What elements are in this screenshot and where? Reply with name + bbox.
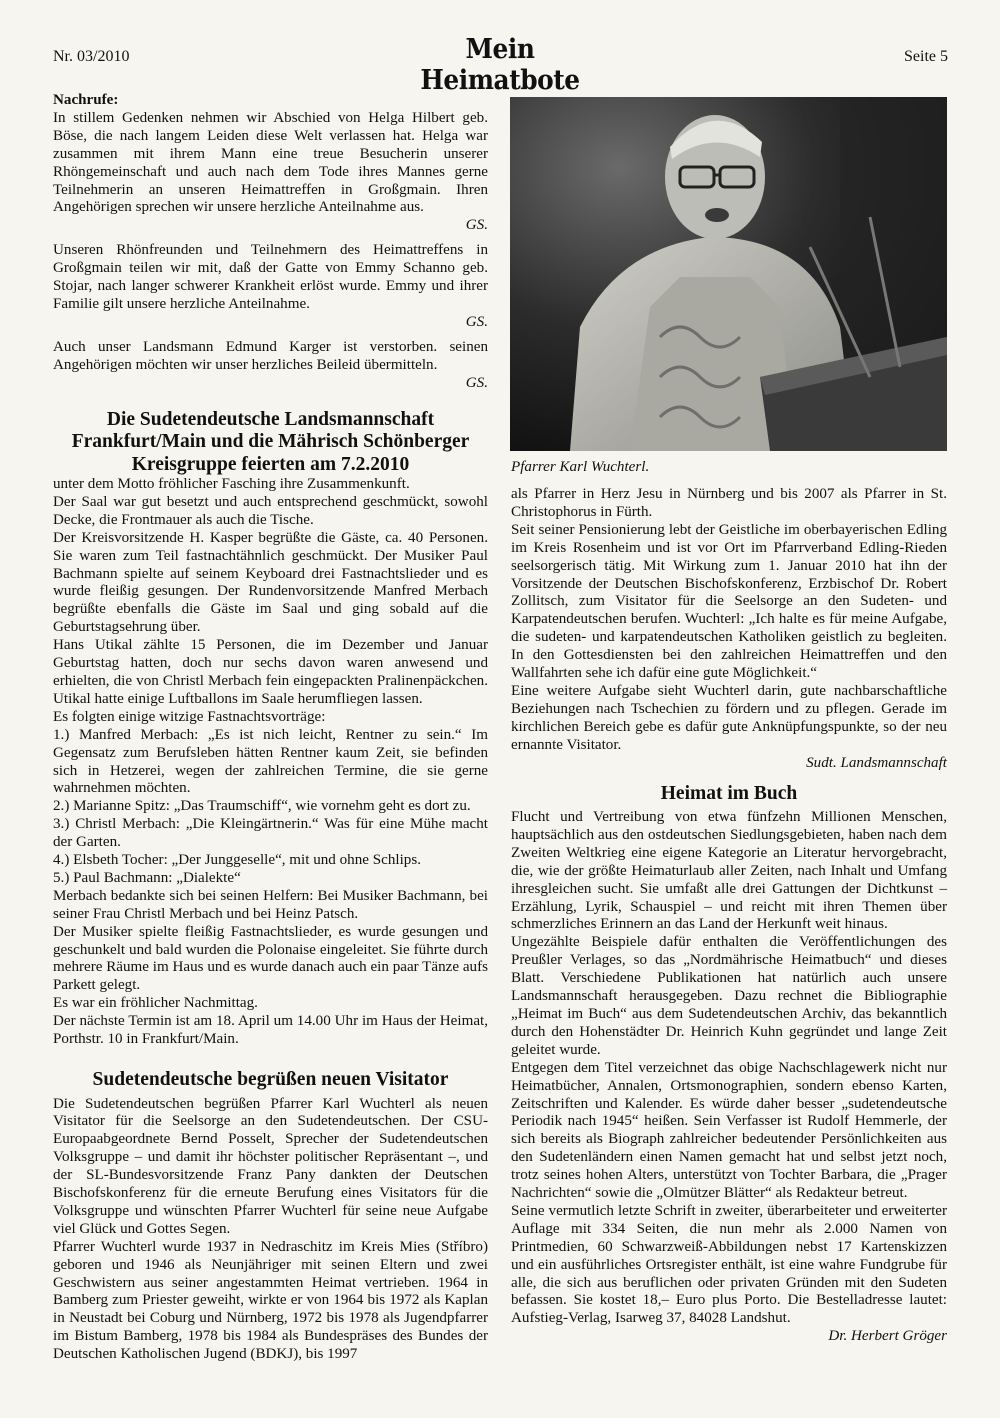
article-3-paragraph: Entgegen dem Titel verzeichnet das obige Nachschlagewerk nicht nur Heimatbücher, Annalen, Ortsmonographien, sondern ebenso Karten, Zeitschriften und Kalender. Es würde daher besser „sudetendeutsche Periodik nach 1945“ heißen. Sein Verfasser ist Rudolf Hemmerle, der sich bereits als Biograph zahlreicher bedeutender Persönlichkeiten aus den Sudetenländern einen Namen gemacht hat und selbst jetzt noch, trotz seines hohen Alters, unterstützt von Tochter Barbara, die „Prager Nachrichten“ sowie die „Olmützer Blätter“ als Redakteur betreut. bbox=[511, 1059, 947, 1202]
obituary-3-signature: GS. bbox=[465, 374, 488, 391]
page-number: Seite 5 bbox=[904, 48, 948, 65]
article-1-title: Die Sudetendeutsche Landsmannschaft Frankfurt/Main und die Mährisch Schönberger Kreisgruppe feierten am 7.2.2010 bbox=[71, 408, 470, 475]
article-1-paragraph: 1.) Manfred Merbach: „Es ist nich leicht, Rentner zu sein.“ Im Gegensatz zum Berufsleben hätten Rentner kaum Zeit, sie befinden sich in Hetzerei, wegen der zahlreichen Termine, die sie gerne wahrnehmen möchten. bbox=[53, 726, 488, 797]
article-2-continued-paragraph: als Pfarrer in Herz Jesu in Nürnberg und bis 2007 als Pfarrer in St. Christophorus in Fürth. bbox=[511, 486, 947, 520]
priest-photo bbox=[510, 97, 947, 451]
obituary-1-signature: GS. bbox=[465, 217, 488, 234]
obituary-3: Auch unser Landsmann Edmund Karger ist verstorben. seinen Angehörigen möchten wir unser herzliches Beileid übermitteln. bbox=[53, 338, 488, 373]
photo-caption: Pfarrer Karl Wuchterl. bbox=[511, 459, 650, 475]
article-3-paragraph: Seine vermutlich letzte Schrift in zweiter, überarbeiteter und erweiterter Auflage mit 334 Seiten, die nun mehr als 2.000 Namen von Printmedien, 60 Schwarzweiß-Abbildungen nebst 17 Kartenskizzen und ein ausführliches Ortsregister enthält, ist eine wahre Fundgrube für alle, die sich aus beruflichen oder privaten Gründen mit den Sudeten befassen. Sie kostet 18,– Euro plus Porto. Die Bestelladresse lautet: Aufstieg-Verlag, Isarweg 37, 84028 Landshut. bbox=[511, 1202, 947, 1327]
article-2-paragraph: Die Sudetendeutschen begrüßen Pfarrer Karl Wuchterl als neuen Visitator für die Seelsorge an den Sudetendeutschen. Der CSU-Europaabgeordnete Bernd Posselt, Sprecher der Sudetendeutschen Volksgruppe – und damit ihr höchster politischer Repräsentant –, und der SL-Bundesvorsitzende Franz Pany dankten der Deutschen Bischofskonferenz für die erneute Berufung eines Visitators für die Volksgruppe und wünschten Pfarrer Wuchterl für seine neue Aufgabe viel Glück und Gottes Segen. bbox=[53, 1095, 488, 1237]
obituaries-heading: Nachrufe: bbox=[53, 92, 119, 108]
obituary-1: In stillem Gedenken nehmen wir Abschied von Helga Hilbert geb. Böse, die nach langem Leiden diese Welt verlassen hat. Helga war zusammen mit ihrem Mann eine treue Besucherin unserer Rhöngemeinschaft und auch nach dem Tode ihres Mannes gerne Teilnehmerin an unseren Heimattreffen in Großgmain. Ihren Angehörigen sprechen wir unsere herzliche Anteilnahme aus. bbox=[53, 109, 488, 216]
article-3-title: Heimat im Buch bbox=[660, 782, 798, 804]
article-3-author: Dr. Herbert Gröger bbox=[828, 1328, 947, 1345]
obituary-2: Unseren Rhönfreunden und Teilnehmern des Heimattreffens in Großgmain teilen wir mit, daß der Gatte von Emmy Schanno geb. Stojar, nach langer schwerer Krankheit erlöst wurde. Emmy und ihrer Familie gilt unsere herzliche Anteilnahme. bbox=[53, 242, 488, 312]
article-1-paragraph: Der nächste Termin ist am 18. April um 14.00 Uhr im Haus der Heimat, Porthstr. 10 in Frankfurt/Main. bbox=[53, 1013, 488, 1048]
newspaper-logo: Mein Heimatbote bbox=[420, 34, 580, 96]
article-1-paragraph: Es folgten einige witzige Fastnachtsvorträge: bbox=[53, 708, 326, 725]
article-1-paragraph: 5.) Paul Bachmann: „Dialekte“ bbox=[53, 869, 241, 886]
article-1-paragraph: Hans Utikal zählte 15 Personen, die im Dezember und Januar Geburtstag hatten, doch nur sechs davon waren anwesend und erhielten, die von Christl Merbach fein eingepackten Pralinenpäckchen. Utikal hatte einige Luftballons im Saale herumfliegen lassen. bbox=[53, 637, 488, 707]
article-1-paragraph: Der Saal war gut besetzt und auch entsprechend geschmückt, sowohl Decke, die Frontmauer als auch die Tische. bbox=[53, 493, 488, 528]
article-1-paragraph: 2.) Marianne Spitz: „Das Traumschiff“, wie vornehm geht es dort zu. bbox=[53, 798, 471, 815]
article-1-paragraph: Der Musiker spielte fleißig Fastnachtslieder, es wurde gesungen und geschunkelt und bald wurden die Polonaise eingeleitet. Sie führte durch mehrere Räume im Haus und es wurde danach auch ein paar Tänze aufs Parkett gelegt. bbox=[53, 923, 488, 994]
article-2-source: Sudt. Landsmannschaft bbox=[806, 754, 947, 771]
article-2-title: Sudetendeutsche begrüßen neuen Visitator bbox=[92, 1069, 449, 1090]
priest-photo-illustration bbox=[510, 97, 947, 451]
article-1-body bbox=[53, 476, 488, 1049]
article-3-paragraph: Ungezählte Beispiele dafür enthalten die Veröffentlichungen des Preußler Verlages, so das „Nordmährische Heimatbuch“ und dieses Blatt. Verschiedene Publikationen hat natürlich auch unsere Landsmannschaft herausgegeben. Dazu rechnet die Bibliographie „Heimat im Buch“ aus dem Sudetendeutschen Archiv, das bekanntlich durch den Hohenstädter Dr. Heinrich Kuhn gegründet und lange Zeit geleitet wurde. bbox=[511, 934, 947, 1058]
article-2-continued-paragraph: Eine weitere Aufgabe sieht Wuchterl darin, gute nachbarschaftliche Beziehungen nach Tschechien zu fördern und zu pflegen. Gerade im kirchlichen Bereich gebe es dafür gute Anknüpfungspunkte, so der neu ernannte Visitator. bbox=[511, 682, 947, 753]
article-3-paragraph: Flucht und Vertreibung von etwa fünfzehn Millionen Menschen, hauptsächlich aus den ostdeutschen Siedlungsgebieten, haben nach dem Zweiten Weltkrieg eine eigene Kategorie an Literatur hervorgebracht, die, wie der größte Heimaturlaub aller Zeiten, nach Inhalt und Umfang ihresgleichen sucht. Sie umfaßt alle drei Gattungen der Dichtkunst – Erzählung, Lyrik, Schauspiel – und reicht mit ihren Themen über schmerzliches Erinnern an das Land der Herkunft weit hinaus. bbox=[511, 809, 947, 933]
article-2-continued-paragraph: Seit seiner Pensionierung lebt der Geistliche im oberbayerischen Edling im Kreis Rosenheim und ist vor Ort im Pfarrverband Edling-Rieden seelsorgerisch tätig. Mit Wirkung zum 1. Januar 2010 hat ihn der Vorsitzende der Deutschen Bischofskonferenz, Erzbischof Dr. Robert Zollitsch, zum Visitator für die Seelsorge an den Sudeten- und Karpatendeutschen berufen. Wuchterl: „Ich halte es für meine Aufgabe, die sudeten- und karpatendeutschen Katholiken geistlich zu begleiten. In den Gottesdiensten bei den zahlreichen Heimattreffen und den Wallfahrten sehe ich dafür eine gute Möglichkeit.“ bbox=[511, 521, 947, 682]
obituary-2-signature: GS. bbox=[465, 313, 488, 330]
article-1-paragraph: Der Kreisvorsitzende H. Kasper begrüßte die Gäste, ca. 40 Personen. Sie waren zum Teil fastnachtähnlich geschmückt. Der Musiker Paul Bachmann spielte auf seinem Keyboard drei Fastnachtslieder und es wurde fleißig gesungen. Der Rundenvorsitzende Manfred Merbach begrüßte ebenfalls die Gäste im Saal und ging sobald auf die Geburtstagsehrung über. bbox=[53, 529, 488, 636]
article-1-paragraph: Merbach bedankte sich bei seinen Helfern: Bei Musiker Bachmann, bei seiner Frau Christl Merbach und bei Heinz Patsch. bbox=[53, 887, 488, 922]
issue-number: Nr. 03/2010 bbox=[53, 48, 130, 65]
article-1-paragraph: Es war ein fröhlicher Nachmittag. bbox=[53, 995, 258, 1012]
article-2-paragraph: Pfarrer Wuchterl wurde 1937 in Nedraschitz im Kreis Mies (Stříbro) geboren und 1946 als Neunjähriger mit seinen Eltern und zwei Geschwistern aus seiner angestammten Heimat vertrieben. 1964 in Bamberg zum Priester geweiht, wirkte er von 1964 bis 1972 als Kaplan in Neustadt bei Coburg und Nürnberg, 1972 bis 1978 als Jugendpfarrer im Bistum Bamberg, 1978 bis 1984 als Bundespräses des Bundes der Deutschen Katholischen Jugend (BDKJ), bis 1997 bbox=[53, 1238, 488, 1363]
article-1-paragraph: 4.) Elsbeth Tocher: „Der Junggeselle“, mit und ohne Schlips. bbox=[53, 852, 421, 869]
article-1-paragraph: unter dem Motto fröhlicher Fasching ihre Zusammenkunft. bbox=[53, 476, 410, 492]
article-1-paragraph: 3.) Christl Merbach: „Die Kleingärtnerin.“ Was für eine Mühe macht der Garten. bbox=[53, 816, 488, 851]
right-column bbox=[511, 486, 947, 1346]
left-column bbox=[53, 92, 488, 1364]
